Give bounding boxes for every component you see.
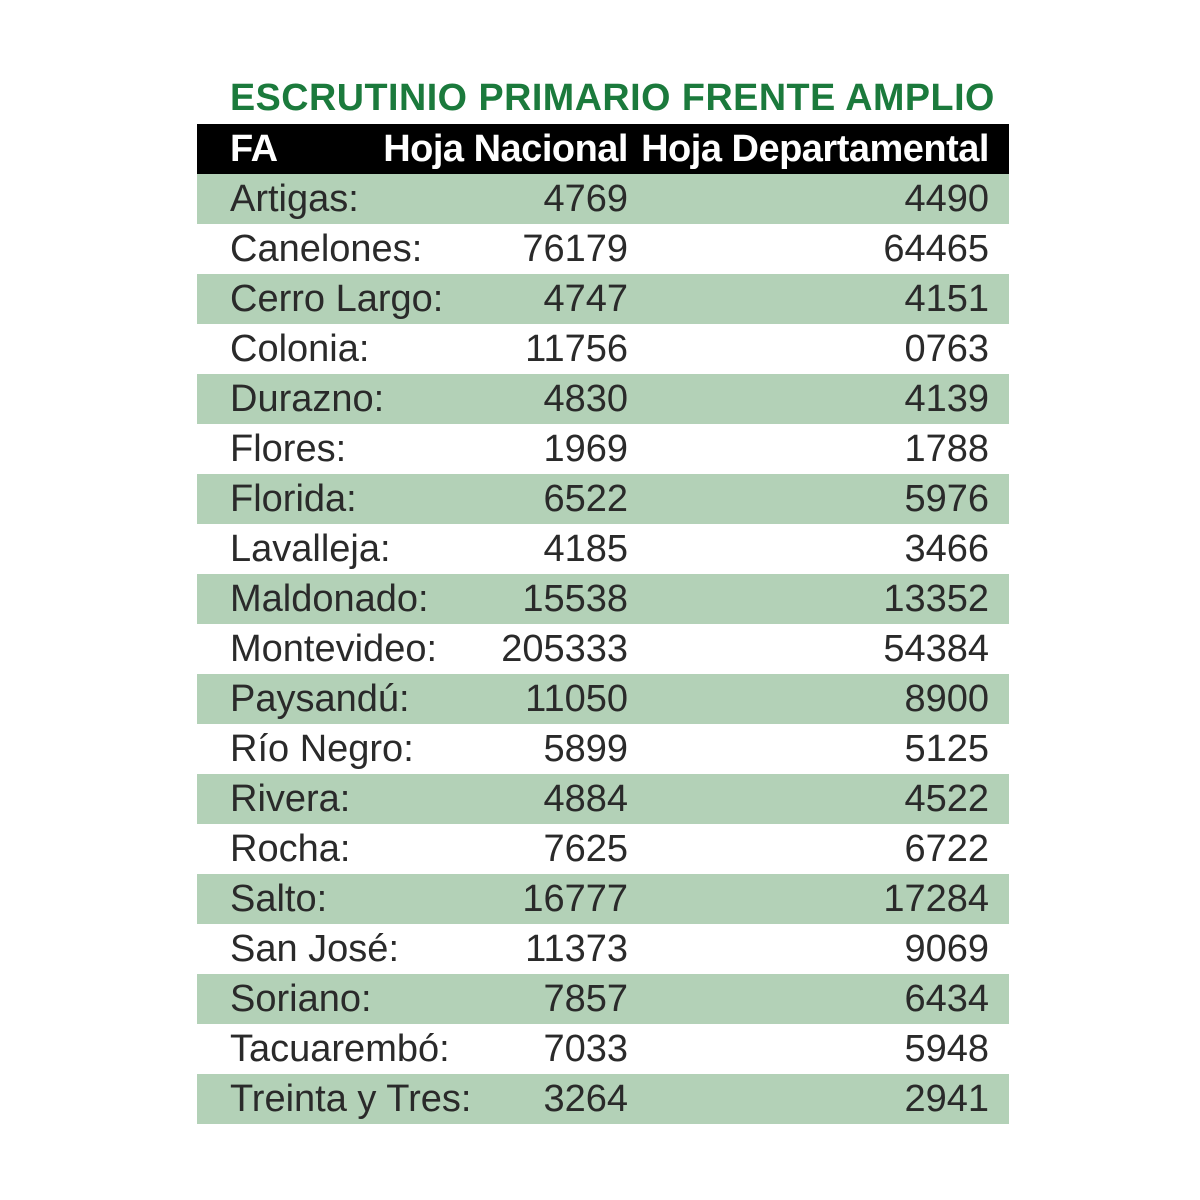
table-row	[197, 974, 1009, 1024]
table-row	[197, 724, 1009, 774]
department-name: Canelones:	[230, 227, 423, 270]
table-row	[197, 424, 1009, 474]
table-row	[197, 474, 1009, 524]
hoja-departamental-value: 64465	[883, 227, 989, 270]
hoja-nacional-value: 4769	[543, 177, 628, 220]
department-name: Tacuarembó:	[230, 1027, 450, 1070]
table-row	[197, 674, 1009, 724]
hoja-nacional-value: 3264	[543, 1077, 628, 1120]
table-row	[197, 224, 1009, 274]
table-row	[197, 624, 1009, 674]
department-name: Cerro Largo:	[230, 277, 444, 320]
table-title: ESCRUTINIO PRIMARIO FRENTE AMPLIO	[230, 77, 995, 119]
department-name: Colonia:	[230, 327, 370, 370]
hoja-departamental-value: 13352	[883, 577, 989, 620]
hoja-departamental-value: 3466	[904, 527, 989, 570]
department-name: Lavalleja:	[230, 527, 391, 570]
faint-watermark	[780, 1128, 785, 1149]
hoja-nacional-value: 11756	[525, 327, 628, 370]
hoja-departamental-value: 5976	[904, 477, 989, 520]
hoja-departamental-value: 8900	[904, 677, 989, 720]
hoja-nacional-value: 6522	[543, 477, 628, 520]
hoja-departamental-value: 54384	[883, 627, 989, 670]
hoja-nacional-value: 4884	[543, 777, 628, 820]
table-row	[197, 824, 1009, 874]
table-row	[197, 874, 1009, 924]
department-name: Paysandú:	[230, 677, 410, 720]
table-row	[197, 774, 1009, 824]
department-name: Soriano:	[230, 977, 372, 1020]
department-name: Salto:	[230, 877, 328, 920]
department-name: Rivera:	[230, 777, 351, 820]
hoja-departamental-value: 6434	[904, 977, 989, 1020]
table-row	[197, 924, 1009, 974]
hoja-departamental-value: 4522	[904, 777, 989, 820]
table-header	[197, 124, 1009, 174]
table-row	[197, 574, 1009, 624]
department-name: Artigas:	[230, 177, 359, 220]
hoja-nacional-value: 7857	[543, 977, 628, 1020]
header-hoja-nacional: Hoja Nacional	[383, 127, 628, 170]
hoja-nacional-value: 11373	[525, 927, 628, 970]
hoja-departamental-value: 1788	[904, 427, 989, 470]
department-name: Flores:	[230, 427, 347, 470]
department-name: Rocha:	[230, 827, 351, 870]
header-fa: FA	[230, 127, 278, 170]
hoja-nacional-value: 7625	[543, 827, 628, 870]
hoja-departamental-value: 17284	[883, 877, 989, 920]
hoja-nacional-value: 76179	[522, 227, 628, 270]
hoja-nacional-value: 205333	[501, 627, 628, 670]
hoja-departamental-value: 5948	[904, 1027, 989, 1070]
hoja-nacional-value: 15538	[522, 577, 628, 620]
table-row	[197, 1074, 1009, 1124]
hoja-departamental-value: 2941	[904, 1077, 989, 1120]
table-row	[197, 374, 1009, 424]
hoja-nacional-value: 4747	[543, 277, 628, 320]
hoja-departamental-value: 6722	[904, 827, 989, 870]
table-row	[197, 174, 1009, 224]
table-row	[197, 274, 1009, 324]
table-row	[197, 1024, 1009, 1074]
department-name: Montevideo:	[230, 627, 438, 670]
results-table	[197, 124, 1009, 1124]
table-row	[197, 524, 1009, 574]
hoja-departamental-value: 4490	[904, 177, 989, 220]
department-name: Florida:	[230, 477, 357, 520]
table-row	[197, 324, 1009, 374]
hoja-departamental-value: 9069	[904, 927, 989, 970]
hoja-departamental-value: 4139	[904, 377, 989, 420]
hoja-nacional-value: 1969	[543, 427, 628, 470]
hoja-departamental-value: 4151	[904, 277, 989, 320]
department-name: San José:	[230, 927, 399, 970]
table-body	[197, 174, 1009, 1124]
department-name: Treinta y Tres:	[230, 1077, 472, 1120]
hoja-nacional-value: 5899	[543, 727, 628, 770]
hoja-nacional-value: 4185	[543, 527, 628, 570]
department-name: Río Negro:	[230, 727, 414, 770]
department-name: Durazno:	[230, 377, 385, 420]
hoja-departamental-value: 5125	[904, 727, 989, 770]
header-hoja-departamental: Hoja Departamental	[641, 127, 989, 170]
department-name: Maldonado:	[230, 577, 429, 620]
hoja-departamental-value: 0763	[904, 327, 989, 370]
hoja-nacional-value: 16777	[522, 877, 628, 920]
hoja-nacional-value: 4830	[543, 377, 628, 420]
hoja-nacional-value: 7033	[543, 1027, 628, 1070]
hoja-nacional-value: 11050	[525, 677, 628, 720]
